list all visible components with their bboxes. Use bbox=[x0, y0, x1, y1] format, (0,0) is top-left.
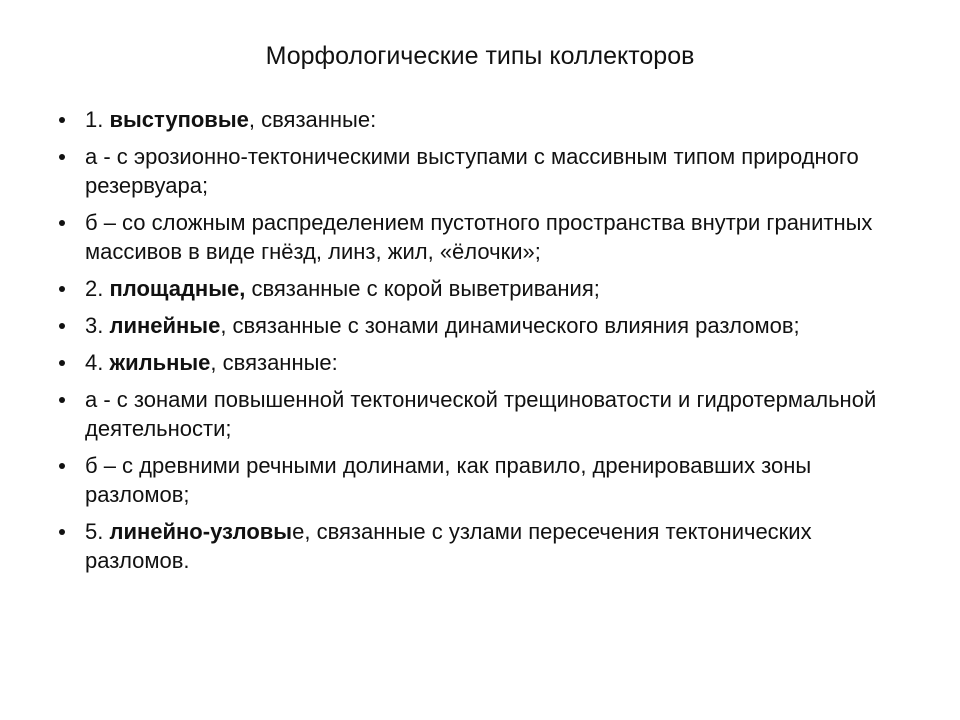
list-item bbox=[57, 348, 917, 377]
slide-title: Морфологические типы коллекторов bbox=[265, 42, 695, 70]
bullet-icon bbox=[59, 154, 65, 160]
list-item bbox=[57, 517, 917, 575]
bullet-icon bbox=[59, 117, 65, 123]
bullet-icon bbox=[59, 286, 65, 292]
bullet-icon bbox=[59, 397, 65, 403]
list-item-text: а - с зонами повышенной тектонической трещиноватости и гидротермальной деятельности; bbox=[85, 387, 877, 441]
list-item bbox=[57, 274, 917, 303]
list-item bbox=[57, 385, 917, 443]
list-item bbox=[57, 311, 917, 340]
list-item bbox=[57, 105, 917, 134]
list-item-text: а - с эрозионно-тектоническими выступами с массивным типом природного резервуара; bbox=[85, 144, 859, 198]
list-item bbox=[57, 142, 917, 200]
bullet-icon bbox=[59, 360, 65, 366]
list-item-text: 5. линейно-узловые, связанные с узлами пересечения тектонических разломов. bbox=[85, 519, 812, 573]
list-item bbox=[57, 451, 917, 509]
bullet-icon bbox=[59, 220, 65, 226]
list-item-text: 3. линейные, связанные с зонами динамического влияния разломов; bbox=[85, 313, 800, 338]
bullet-list bbox=[57, 105, 917, 583]
list-item-text: б – с древними речными долинами, как правило, дренировавших зоны разломов; bbox=[85, 453, 812, 507]
list-item bbox=[57, 208, 917, 266]
bullet-icon bbox=[59, 463, 65, 469]
list-item-text: 4. жильные, связанные: bbox=[85, 350, 338, 375]
bullet-icon bbox=[59, 529, 65, 535]
list-item-text: 2. площадные, связанные с корой выветривания; bbox=[85, 276, 600, 301]
list-item-text: б – со сложным распределением пустотного пространства внутри гранитных массивов в виде гнёзд, линз, жил, «ёлочки»; bbox=[85, 210, 873, 264]
bullet-icon bbox=[59, 323, 65, 329]
list-item-text: 1. выступовые, связанные: bbox=[85, 107, 377, 132]
